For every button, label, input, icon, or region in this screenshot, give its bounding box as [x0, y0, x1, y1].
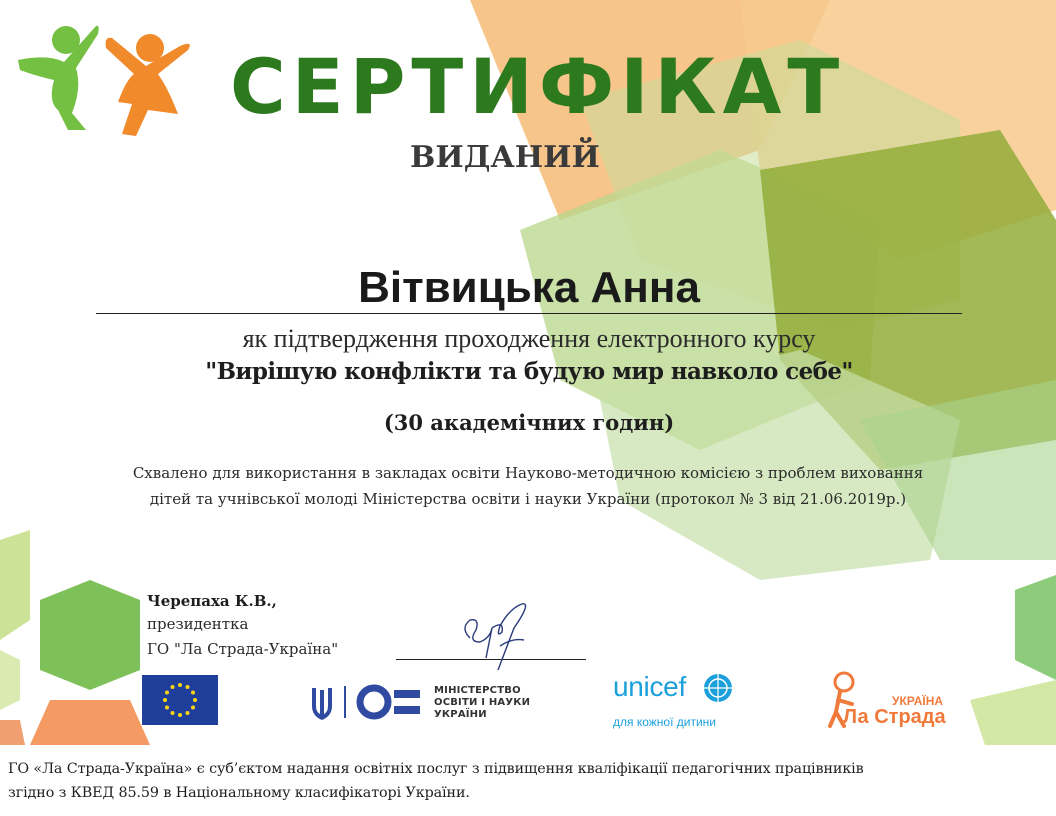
eu-star [165, 691, 169, 695]
eu-star [186, 711, 190, 715]
eu-flag-icon [142, 675, 218, 725]
eu-star [171, 711, 175, 715]
course-hours: (30 академічних годин) [383, 410, 675, 435]
trident-icon [310, 682, 430, 724]
course-title: "Вирішую конфлікти та будую мир навколо себе" [205, 358, 853, 385]
footer-line-1: ГО «Ла Страда-Україна» є суб’єктом надання освітніх послуг з підвищення кваліфікації педагогічних працівників [8, 761, 864, 777]
ministry-line-2: ОСВІТИ І НАУКИ [434, 697, 531, 708]
unicef-wordmark: unicef [613, 671, 686, 702]
ministry-line-3: УКРАЇНИ [434, 709, 487, 720]
kids-jumping-icon [8, 18, 198, 138]
signatory-role: президентка [147, 615, 249, 633]
signatory-organization: ГО "Ла Страда-Україна" [147, 640, 339, 658]
lastrada-country: УКРАЇНА [892, 694, 944, 708]
eu-star [165, 706, 169, 710]
lastrada-name: Ла Страда [843, 706, 946, 728]
recipient-name: Вітвицька Анна [358, 263, 700, 312]
unicef-tagline: для кожної дитини [613, 715, 716, 729]
confirmation-text: як підтвердження проходження електронного курсу [242, 324, 816, 353]
footer-note [8, 757, 1052, 805]
eu-star [191, 706, 195, 710]
signatory-name: Черепаха К.В., [147, 592, 277, 610]
eu-star [178, 713, 182, 717]
name-underline [96, 313, 962, 314]
eu-star [191, 691, 195, 695]
eu-star [186, 685, 190, 689]
eu-star [193, 698, 197, 702]
ministry-line-1: МІНІСТЕРСТВО [434, 685, 521, 696]
approval-line-1: Схвалено для використання в закладах освіти Науково-методичною комісією з проблем виховання [132, 464, 924, 482]
handwritten-signature [440, 598, 540, 678]
approval-line-2: дітей та учнівської молоді Міністерства освіти і науки України (протокол № 3 від 21.06.2019р.) [149, 490, 907, 508]
footer-line-2: згідно з КВЕД 85.59 в Національному класифікаторі України. [8, 785, 470, 801]
eu-star [163, 698, 167, 702]
issued-label: ВИДАНИЙ [410, 140, 600, 175]
eu-star [178, 683, 182, 687]
eu-star [171, 685, 175, 689]
unicef-globe-icon [700, 672, 736, 704]
certificate-title: СЕРТИФІКАТ [230, 42, 846, 131]
approval-statement [20, 460, 1036, 512]
